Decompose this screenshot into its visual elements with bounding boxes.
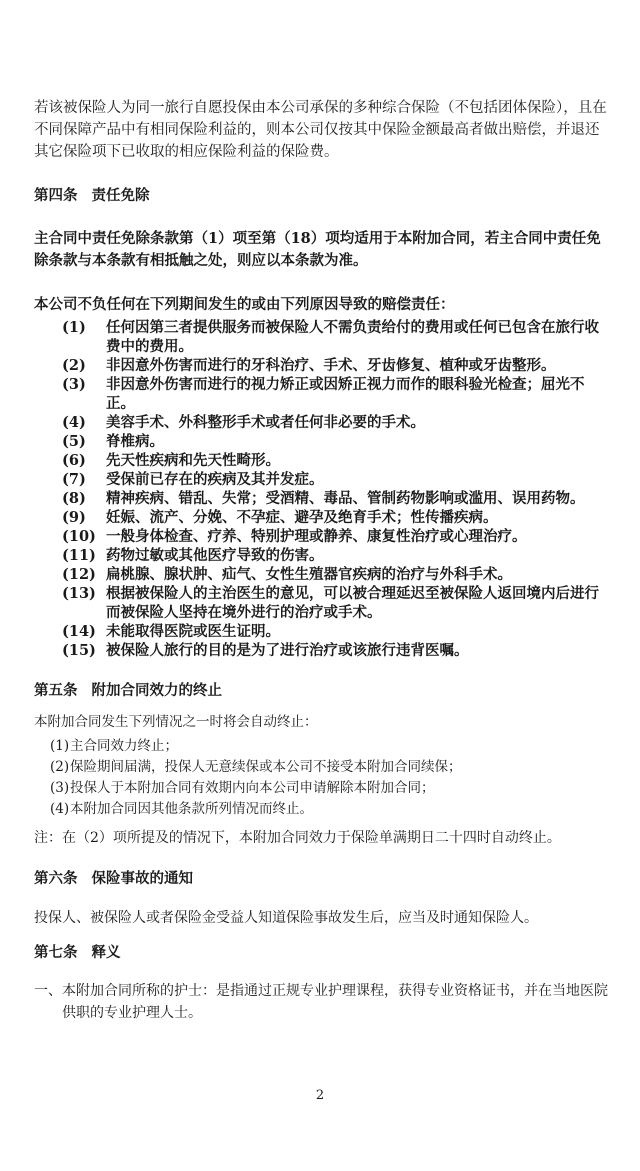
item-marker: (11) (62, 547, 96, 564)
item-marker: (4) (62, 414, 86, 431)
list-item (34, 375, 612, 413)
item-text: 本附加合同所称的护士：是指通过正规专业护理课程，获得专业资格证书，并在当地医院供职的专业护理人士。 (62, 983, 608, 1021)
article-6-heading (34, 868, 612, 890)
item-marker: (3) (50, 780, 70, 796)
article-5-heading (34, 680, 612, 702)
article-4-paragraph-2: 本公司不负任何在下列期间发生的或由下列原因导致的赔偿责任： (34, 296, 455, 313)
item-text: 美容手术、外科整形手术或者任何非必要的手术。 (106, 414, 425, 431)
item-marker: 一、 (34, 983, 62, 999)
article-5-title: 附加合同效力的终止 (91, 682, 222, 699)
item-marker: (12) (62, 566, 96, 583)
article-7-number: 第七条 (34, 944, 78, 961)
item-text: 脊椎病。 (106, 433, 164, 450)
intro-paragraph: 若该被保险人为同一旅行自愿投保由本公司承保的多种综合保险（不包括团体保险），且在不同保障产品中有相同保险利益的，则本公司仅按其中保险金额最高者做出赔偿，并退还其它保险项下已收取的相应保险利益的保险费。 (34, 100, 607, 160)
item-text: 根据被保险人的主治医生的意见，可以被合理延迟至被保险人返回境内后进行而被保险人坚持在境外进行的治疗或手术。 (106, 585, 599, 621)
list-item (34, 778, 612, 799)
article-4-title: 责任免除 (91, 187, 150, 204)
list-item (34, 799, 612, 820)
item-text: 被保险人旅行的目的是为了进行治疗或该旅行违背医嘱。 (106, 642, 469, 659)
item-text: 受保前已存在的疾病及其并发症。 (106, 471, 324, 488)
list-item (34, 736, 612, 757)
article-5-note: 注：在（2）项所提及的情况下，本附加合同效力于保险单满期日二十四时自动终止。 (34, 830, 561, 846)
item-marker: (2) (62, 357, 86, 374)
item-marker: (1) (62, 319, 86, 336)
list-item (34, 546, 612, 565)
item-text: 先天性疾病和先天性畸形。 (106, 452, 280, 469)
item-marker: (14) (62, 623, 96, 640)
article-7-heading (34, 942, 612, 964)
item-text: 任何因第三者提供服务而被保险人不需负责给付的费用或任何已包含在旅行收费中的费用。 (106, 319, 599, 355)
page-number: 2 (315, 1088, 325, 1103)
item-text: 非因意外伤害而进行的视力矫正或因矫正视力而作的眼科验光检查；屈光不正。 (106, 376, 585, 412)
definition-item (34, 980, 612, 1024)
exclusion-list (34, 318, 612, 660)
article-5-number: 第五条 (34, 682, 78, 699)
item-marker: (5) (62, 433, 86, 450)
item-text: 本附加合同因其他条款所列情况而终止。 (70, 801, 313, 817)
item-marker: (9) (62, 509, 86, 526)
list-item (34, 356, 612, 375)
list-item (34, 489, 612, 508)
article-5-paragraph-1: 本附加合同发生下列情况之一时将会自动终止： (34, 714, 318, 730)
list-item (34, 622, 612, 641)
list-item (34, 641, 612, 660)
item-marker: (4) (50, 801, 70, 817)
item-marker: (8) (62, 490, 86, 507)
item-marker: (10) (62, 528, 96, 545)
item-text: 扁桃腺、腺状肿、疝气、女性生殖器官疾病的治疗与外科手术。 (106, 566, 512, 583)
item-text: 未能取得医院或医生证明。 (106, 623, 280, 640)
list-item (34, 413, 612, 432)
item-text: 非因意外伤害而进行的牙科治疗、手术、牙齿修复、植种或牙齿整形。 (106, 357, 556, 374)
item-text: 药物过敏或其他医疗导致的伤害。 (106, 547, 324, 564)
item-marker: (2) (50, 759, 70, 775)
article-4-number: 第四条 (34, 187, 78, 204)
item-text: 投保人于本附加合同有效期内向本公司申请解除本附加合同； (70, 780, 435, 796)
article-4-paragraph-1: 主合同中责任免除条款第（1）项至第（18）项均适用于本附加合同，若主合同中责任免除条款与本条款有相抵触之处，则应以本条款为准。 (34, 230, 601, 269)
termination-list (34, 736, 612, 820)
list-item (34, 432, 612, 451)
item-marker: (15) (62, 642, 96, 659)
article-6-title: 保险事故的通知 (91, 870, 193, 887)
item-marker: (1) (50, 738, 70, 754)
item-marker: (3) (62, 376, 86, 393)
item-marker: (6) (62, 452, 86, 469)
list-item (34, 757, 612, 778)
item-text: 精神疾病、错乱、失常；受酒精、毒品、管制药物影响或滥用、误用药物。 (106, 490, 585, 507)
article-7-title: 释义 (91, 944, 121, 961)
article-6-paragraph-1: 投保人、被保险人或者保险金受益人知道保险事故发生后，应当及时通知保险人。 (34, 910, 538, 926)
list-item (34, 565, 612, 584)
article-6-number: 第六条 (34, 870, 78, 887)
list-item (34, 451, 612, 470)
item-text: 主合同效力终止； (70, 738, 178, 754)
item-marker: (7) (62, 471, 86, 488)
item-text: 保险期间届满，投保人无意续保或本公司不接受本附加合同续保； (70, 759, 462, 775)
article-4-heading (34, 185, 612, 207)
list-item (34, 318, 612, 356)
item-text: 一般身体检查、疗养、特别护理或静养、康复性治疗或心理治疗。 (106, 528, 527, 545)
item-marker: (13) (62, 585, 96, 602)
list-item (34, 508, 612, 527)
list-item (34, 527, 612, 546)
list-item (34, 584, 612, 622)
item-text: 妊娠、流产、分娩、不孕症、避孕及绝育手术；性传播疾病。 (106, 509, 498, 526)
list-item (34, 470, 612, 489)
